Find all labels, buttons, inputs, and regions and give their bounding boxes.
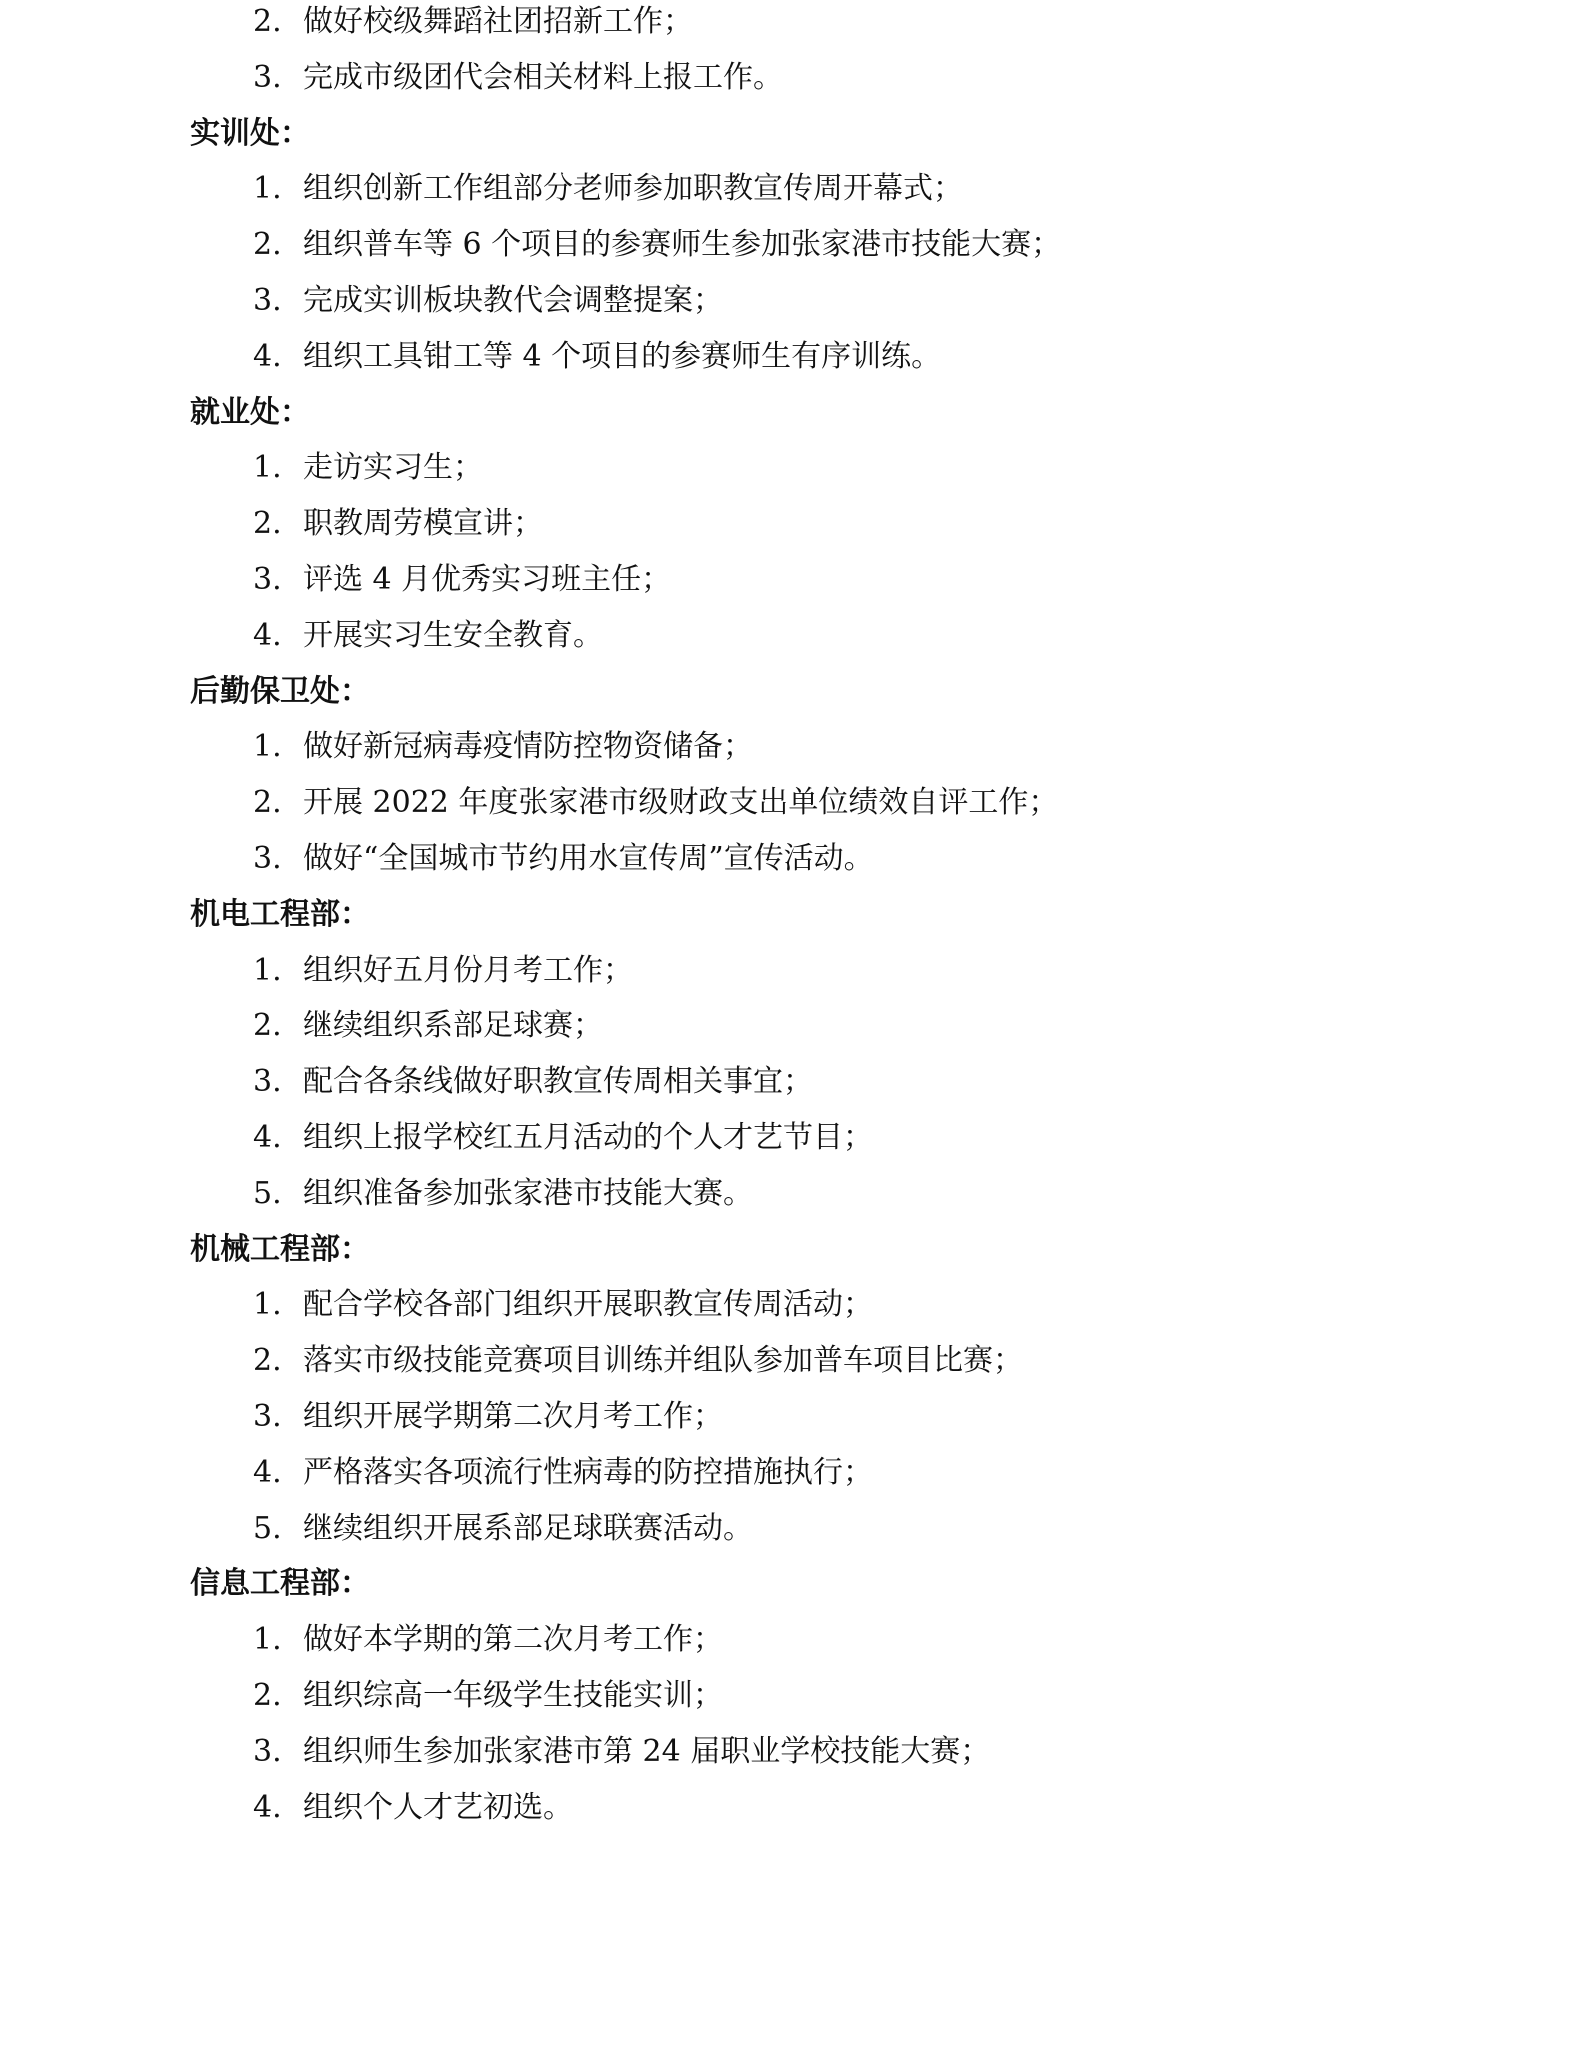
list-item-text: 组织个人才艺初选。 [303,1789,573,1825]
list-item-text: 组织师生参加张家港市第 24 届职业学校技能大赛； [303,1733,991,1769]
list-item-number: 2. [253,1343,282,1379]
list-item [253,943,633,999]
list-item [253,775,1058,831]
list-item-text: 职教周劳模宣讲； [303,506,543,542]
list-item-text: 配合学校各部门组织开展职教宣传周活动； [303,1287,873,1323]
list-item-text: 组织综高一年级学生技能实训； [303,1678,723,1713]
list-item [253,831,874,887]
list-item-text: 完成实训板块教代会调整提案； [303,283,723,318]
list-item-text: 配合各条线做好职教宣传周相关事宜； [303,1064,813,1100]
list-item-number: 2. [253,227,282,263]
list-item-number: 3. [253,1064,282,1100]
section-heading: 实训处： [190,115,310,151]
list-item-number: 5. [253,1510,282,1546]
list-item [253,608,603,664]
list-item [253,496,543,552]
list-item-number: 2. [253,785,282,821]
list-item [253,1612,723,1668]
list-item-number: 1. [253,171,282,207]
list-item-text: 走访实习生； [303,450,483,486]
list-item-number: 5. [253,1175,282,1211]
list-item-text: 评选 4 月优秀实习班主任； [303,562,672,597]
list-item-text: 组织工具钳工等 4 个项目的参赛师生有序训练。 [303,338,942,374]
list-item [253,1166,753,1222]
list-item-text: 开展 2022 年度张家港市级财政支出单位绩效自评工作； [303,785,1059,821]
list-item-number: 3. [253,1733,282,1769]
list-item-text: 严格落实各项流行性病毒的防控措施执行； [303,1454,873,1490]
list-item-number: 3. [253,283,282,318]
section-heading: 信息工程部： [190,1566,370,1602]
list-item [253,329,941,385]
list-item [253,1724,990,1780]
list-item-number: 2. [253,506,282,542]
list-item [253,719,753,775]
list-item [253,1054,813,1110]
list-item [253,50,783,106]
section-heading: 就业处： [190,394,310,430]
list-item-text: 做好本学期的第二次月考工作； [303,1622,723,1658]
list-item [253,1780,573,1836]
list-item-text: 做好“全国城市节约用水宣传周”宣传活动。 [303,841,874,876]
list-item-number: 2. [253,1008,282,1044]
list-item [253,217,1061,273]
list-item-number: 1. [253,952,282,988]
list-item [253,1445,873,1501]
list-item-number: 1. [253,450,282,486]
list-item-number: 3. [253,841,282,876]
list-item-number: 3. [253,59,282,95]
list-item-number: 4. [253,1789,282,1825]
list-item-text: 组织普车等 6 个项目的参赛师生参加张家港市技能大赛； [303,227,1062,263]
list-item-number: 2. [253,4,282,39]
list-item-number: 3. [253,562,282,597]
list-item [253,161,963,217]
list-item [253,440,483,496]
list-item [253,1333,1023,1389]
section-heading: 机械工程部： [190,1231,370,1267]
list-item-number: 4. [253,338,282,374]
section-heading: 后勤保卫处： [190,673,370,709]
list-item-number: 1. [253,1622,282,1658]
list-item-text: 落实市级技能竞赛项目训练并组队参加普车项目比赛； [303,1343,1023,1379]
list-item-text: 完成市级团代会相关材料上报工作。 [303,59,783,95]
list-item-text: 做好校级舞蹈社团招新工作； [303,4,693,39]
section-heading: 机电工程部： [190,896,370,932]
list-item [253,552,671,608]
list-item-text: 做好新冠病毒疫情防控物资储备； [303,729,753,765]
list-item-text: 组织准备参加张家港市技能大赛。 [303,1175,753,1211]
list-item-number: 1. [253,729,282,765]
list-item-number: 4. [253,1120,282,1155]
list-item-number: 3. [253,1399,282,1434]
list-item-text: 开展实习生安全教育。 [303,617,603,653]
list-item-number: 1. [253,1287,282,1323]
list-item-number: 2. [253,1678,282,1713]
list-item [253,273,723,329]
list-item [253,0,693,50]
list-item-text: 组织创新工作组部分老师参加职教宣传周开幕式； [303,171,963,207]
list-item [253,1277,873,1333]
list-item-number: 4. [253,617,282,653]
list-item-text: 组织好五月份月考工作； [303,952,633,988]
list-item-text: 继续组织系部足球赛； [303,1008,603,1044]
list-item-text: 继续组织开展系部足球联赛活动。 [303,1510,753,1546]
list-item [253,1389,723,1445]
list-item-text: 组织上报学校红五月活动的个人才艺节目； [303,1120,873,1155]
list-item [253,1501,753,1557]
list-item [253,998,603,1054]
list-item-number: 4. [253,1454,282,1490]
list-item [253,1110,873,1166]
list-item-text: 组织开展学期第二次月考工作； [303,1399,723,1434]
list-item [253,1668,723,1724]
